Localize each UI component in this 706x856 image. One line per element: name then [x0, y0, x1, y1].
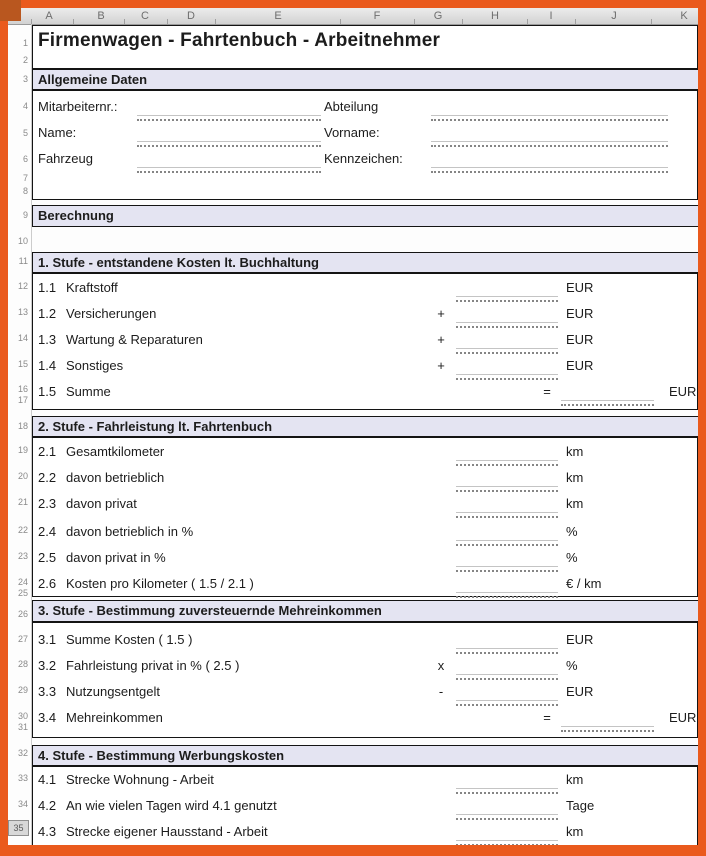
row-number-label: 2.6: [38, 576, 57, 591]
row-label: Kraftstoff: [66, 280, 118, 295]
value-field[interactable]: [456, 566, 558, 572]
row-header-19[interactable]: 19: [17, 445, 28, 455]
column-divider: [575, 19, 576, 24]
form-row-fahrzeug-kennzeichen: [33, 151, 697, 177]
column-divider: [462, 19, 463, 24]
unit-label: EUR: [566, 684, 594, 699]
row-header-2[interactable]: 2: [22, 55, 28, 65]
row-label: Mehreinkommen: [66, 710, 163, 725]
calc-row-2-1: [33, 444, 697, 470]
row-number-label: 4.2: [38, 798, 57, 813]
row-label: An wie vielen Tagen wird 4.1 genutzt: [66, 798, 277, 813]
row-header-32[interactable]: 32: [17, 748, 28, 758]
unit-label: km: [566, 444, 584, 459]
row-label: Nutzungsentgelt: [66, 684, 160, 699]
unit-label: %: [566, 524, 578, 539]
row-header-5[interactable]: 5: [22, 128, 28, 138]
calc-row-3-1: [33, 632, 697, 658]
unit-label: km: [566, 824, 584, 839]
column-header-h[interactable]: H: [491, 10, 499, 22]
row-header-26[interactable]: 26: [17, 609, 28, 619]
calc-row-1-3: [33, 332, 697, 358]
row-number-label: 2.5: [38, 550, 57, 565]
row-header-25[interactable]: 25: [17, 588, 28, 598]
operator-label: =: [543, 710, 551, 725]
row-label: Fahrleistung privat in % ( 2.5 ): [66, 658, 240, 673]
row-label: Strecke Wohnung - Arbeit: [66, 772, 214, 787]
unit-label: EUR: [566, 332, 594, 347]
value-field[interactable]: [456, 460, 558, 466]
row-number-label: 3.3: [38, 684, 57, 699]
row-header-34[interactable]: 34: [17, 799, 28, 809]
unit-label: EUR: [669, 384, 697, 399]
row-header-6[interactable]: 6: [22, 154, 28, 164]
column-divider: [73, 19, 74, 24]
operator-label: x: [437, 658, 445, 673]
row-label: Kosten pro Kilometer ( 1.5 / 2.1 ): [66, 576, 254, 591]
row-header-33[interactable]: 33: [17, 773, 28, 783]
section-header-berechnung: [32, 205, 698, 227]
section-header-allgemeine-daten: [32, 69, 698, 90]
row-header-14[interactable]: 14: [17, 333, 28, 343]
section-header-stufe-2: [32, 416, 698, 437]
calc-row-2-2: [33, 470, 697, 496]
column-header-c[interactable]: C: [141, 10, 149, 22]
operator-label: =: [543, 384, 551, 399]
mitarbeiternr-field[interactable]: [137, 115, 321, 121]
row-header-8[interactable]: 8: [22, 186, 28, 196]
row-number-label: 2.2: [38, 470, 57, 485]
value-field[interactable]: [456, 788, 558, 794]
operator-label: -: [438, 684, 444, 699]
vorname-field[interactable]: [431, 141, 668, 147]
frame-border-bottom: [0, 845, 706, 856]
unit-label: %: [566, 658, 578, 673]
column-header-j[interactable]: J: [611, 10, 617, 22]
frame-border-top: [0, 0, 706, 8]
calc-row-1-5: [33, 384, 697, 410]
value-field[interactable]: [456, 374, 558, 380]
column-divider: [167, 19, 168, 24]
row-number-label: 3.4: [38, 710, 57, 725]
row-header-17[interactable]: 17: [17, 395, 28, 405]
column-divider: [414, 19, 415, 24]
row-header-9[interactable]: 9: [22, 210, 28, 220]
row-label: Summe Kosten ( 1.5 ): [66, 632, 193, 647]
row-number-label: 2.3: [38, 496, 57, 511]
row-header-10[interactable]: 10: [17, 236, 28, 246]
row-header-29[interactable]: 29: [17, 685, 28, 695]
unit-label: EUR: [566, 632, 594, 647]
row-header-28[interactable]: 28: [17, 659, 28, 669]
unit-label: EUR: [566, 358, 594, 373]
row-header-35[interactable]: 35: [8, 820, 29, 836]
column-divider: [527, 19, 528, 24]
unit-label: km: [566, 496, 584, 511]
unit-label: %: [566, 550, 578, 565]
sum-value-field[interactable]: [561, 400, 654, 406]
row-header-27[interactable]: 27: [17, 634, 28, 644]
column-divider: [215, 19, 216, 24]
kennzeichen-label: Kennzeichen:: [324, 151, 403, 166]
section-title: 2. Stufe - Fahrleistung lt. Fahrtenbuch: [38, 419, 273, 434]
calc-row-2-3: [33, 496, 697, 522]
unit-label: km: [566, 470, 584, 485]
row-label: davon privat in %: [66, 550, 166, 565]
value-field[interactable]: [456, 486, 558, 492]
row-label: Summe: [66, 384, 111, 399]
general-data-block: [32, 90, 698, 200]
row-header-18[interactable]: 18: [17, 421, 28, 431]
row-header-20[interactable]: 20: [17, 471, 28, 481]
row-number-label: 1.4: [38, 358, 57, 373]
value-field[interactable]: [456, 348, 558, 354]
abteilung-label: Abteilung: [324, 99, 379, 114]
unit-label: EUR: [669, 710, 697, 725]
row-header-21[interactable]: 21: [17, 497, 28, 507]
value-field[interactable]: [456, 322, 558, 328]
fahrzeug-label: Fahrzeug: [38, 151, 93, 166]
fahrzeug-field[interactable]: [137, 167, 321, 173]
operator-label: +: [437, 332, 445, 347]
row-label: Versicherungen: [66, 306, 157, 321]
calc-row-3-4: [33, 710, 697, 736]
frame-border-left: [0, 0, 8, 856]
calc-row-2-4: [33, 524, 697, 550]
value-field[interactable]: [456, 674, 558, 680]
value-field[interactable]: [456, 648, 558, 654]
row-header-11[interactable]: 11: [18, 256, 28, 266]
row-header-23[interactable]: 23: [17, 551, 28, 561]
frame-border-right: [698, 0, 706, 856]
calc-row-4-1: [33, 772, 697, 798]
section-title: 1. Stufe - entstandene Kosten lt. Buchhaltung: [38, 255, 319, 270]
value-field[interactable]: [456, 700, 558, 706]
vorname-label: Vorname:: [324, 125, 380, 140]
calc-row-1-2: [33, 306, 697, 332]
calc-row-2-6: [33, 576, 697, 602]
column-header-b[interactable]: B: [97, 10, 105, 22]
section-title: Berechnung: [38, 208, 114, 223]
frame-corner-square: [0, 0, 21, 21]
row-header-7[interactable]: 7: [22, 173, 28, 183]
column-header-a[interactable]: A: [45, 10, 53, 22]
unit-label: EUR: [566, 306, 594, 321]
unit-label: km: [566, 772, 584, 787]
operator-label: +: [437, 306, 445, 321]
row-header-4[interactable]: 4: [22, 101, 28, 111]
row-number-label: 1.2: [38, 306, 57, 321]
column-divider: [651, 19, 652, 24]
row-header-13[interactable]: 13: [17, 307, 28, 317]
unit-label: € / km: [566, 576, 602, 591]
column-header-d[interactable]: D: [187, 10, 195, 22]
section-header-stufe-3: [32, 600, 698, 622]
stage3-block: [32, 622, 698, 738]
calc-row-2-5: [33, 550, 697, 576]
unit-label: Tage: [566, 798, 595, 813]
row-number-label: 1.5: [38, 384, 57, 399]
unit-label: EUR: [566, 280, 594, 295]
name-field[interactable]: [137, 141, 321, 147]
row-number-label: 2.1: [38, 444, 57, 459]
row-label: Wartung & Reparaturen: [66, 332, 203, 347]
section-title: 4. Stufe - Bestimmung Werbungskosten: [38, 748, 285, 763]
value-field[interactable]: [456, 592, 558, 598]
section-header-stufe-1: [32, 252, 698, 273]
form-row-mitarbeiternr-abteilung: [33, 99, 697, 125]
value-field[interactable]: [456, 512, 558, 518]
column-divider: [124, 19, 125, 24]
section-title: Allgemeine Daten: [38, 72, 148, 87]
row-number-label: 1.1: [38, 280, 57, 295]
column-header-bar: [8, 8, 698, 25]
row-header-31[interactable]: 31: [17, 722, 28, 732]
column-header-g[interactable]: G: [433, 10, 443, 22]
row-header-12[interactable]: 12: [17, 281, 28, 291]
row-label: Sonstiges: [66, 358, 124, 373]
row-header-3[interactable]: 3: [22, 74, 28, 84]
row-number-label: 4.1: [38, 772, 57, 787]
row-header-1[interactable]: 1: [22, 38, 28, 48]
stage4-block: [32, 766, 698, 845]
row-header-24[interactable]: 24: [17, 577, 28, 587]
row-header-22[interactable]: 22: [17, 525, 28, 535]
column-divider: [340, 19, 341, 24]
row-number-label: 3.2: [38, 658, 57, 673]
section-title: 3. Stufe - Bestimmung zuversteuernde Mehreinkommen: [38, 603, 382, 618]
abteilung-field[interactable]: [431, 115, 668, 121]
sum-value-field[interactable]: [561, 726, 654, 732]
form-row-name-vorname: [33, 125, 697, 151]
value-field[interactable]: [456, 540, 558, 546]
column-header-i[interactable]: I: [549, 10, 553, 22]
calc-row-1-4: [33, 358, 697, 384]
row-label: Gesamtkilometer: [66, 444, 165, 459]
name-label: Name:: [38, 125, 77, 140]
stage2-block: [32, 437, 698, 597]
row-number-label: 4.3: [38, 824, 57, 839]
calc-row-4-2: [33, 798, 697, 824]
row-label: davon betrieblich in %: [66, 524, 194, 539]
calc-row-3-3: [33, 684, 697, 710]
column-header-f[interactable]: F: [373, 10, 381, 22]
row-header-16[interactable]: 16: [17, 384, 28, 394]
value-field[interactable]: [456, 296, 558, 302]
row-header-15[interactable]: 15: [17, 359, 28, 369]
row-number-label: 1.3: [38, 332, 57, 347]
value-field[interactable]: [456, 814, 558, 820]
calc-row-1-1: [33, 280, 697, 306]
mitarbeiternr-label: Mitarbeiternr.:: [38, 99, 118, 114]
column-header-k[interactable]: K: [680, 10, 688, 22]
row-label: davon privat: [66, 496, 137, 511]
row-label: davon betrieblich: [66, 470, 165, 485]
calc-row-3-2: [33, 658, 697, 684]
operator-label: +: [437, 358, 445, 373]
page-title: Firmenwagen - Fahrtenbuch - Arbeitnehmer: [38, 30, 441, 51]
column-header-e[interactable]: E: [274, 10, 282, 22]
section-header-stufe-4: [32, 745, 698, 766]
kennzeichen-field[interactable]: [431, 167, 668, 173]
row-number-label: 2.4: [38, 524, 57, 539]
row-number-label: 3.1: [38, 632, 57, 647]
title-block: [32, 25, 698, 69]
row-label: Strecke eigener Hausstand - Arbeit: [66, 824, 268, 839]
row-header-30[interactable]: 30: [17, 711, 28, 721]
stage1-block: [32, 273, 698, 410]
